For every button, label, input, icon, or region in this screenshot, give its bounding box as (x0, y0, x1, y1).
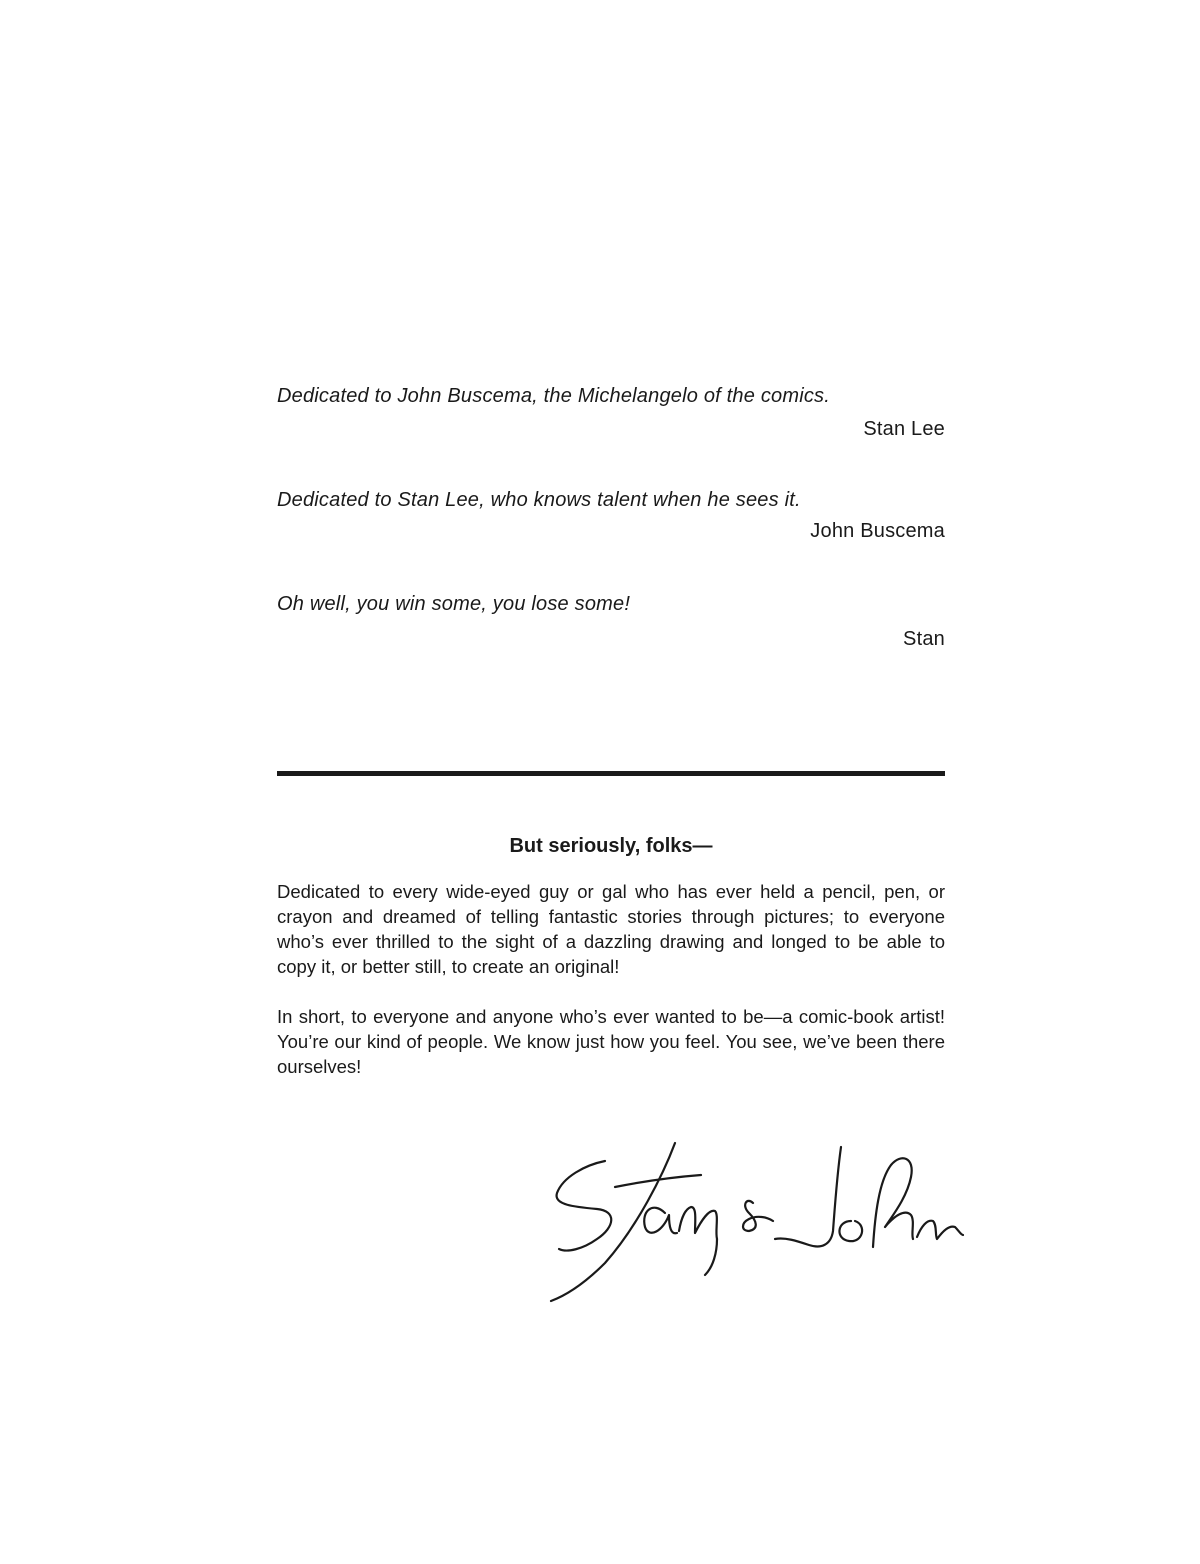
section-heading: But seriously, folks— (509, 835, 713, 857)
dedication-text: Dedicated to John Buscema, the Michelangelo of the comics. (277, 385, 831, 407)
section-divider (277, 771, 945, 776)
dedication-text: Dedicated to Stan Lee, who knows talent when he sees it. (277, 489, 801, 511)
dedication-signoff: Stan Lee (863, 418, 945, 440)
dedication-signoff: John Buscema (810, 520, 945, 542)
dedication-3 (277, 590, 945, 653)
dedication-paragraph-2: In short, to everyone and anyone who’s ever wanted to be—a comic-book artist! You’re our kind of people. We know just how you feel. You see, we’ve been there ourselves! (277, 1006, 945, 1077)
dedication-text: Oh well, you win some, you lose some! (277, 593, 631, 615)
dedication-signoff: Stan (903, 628, 945, 650)
dedication-2 (277, 486, 945, 545)
dedication-paragraph-1: Dedicated to every wide-eyed guy or gal who has ever held a pencil, pen, or crayon and dreamed of telling fantastic stories through pictures; to everyone who’s ever thrilled to the sight of a dazzling drawing and longed to be able to copy it, or better still, to create an original! (277, 881, 945, 977)
signature-strokes (551, 1143, 963, 1301)
dedication-1 (277, 382, 945, 443)
handwritten-signature (545, 1135, 965, 1305)
